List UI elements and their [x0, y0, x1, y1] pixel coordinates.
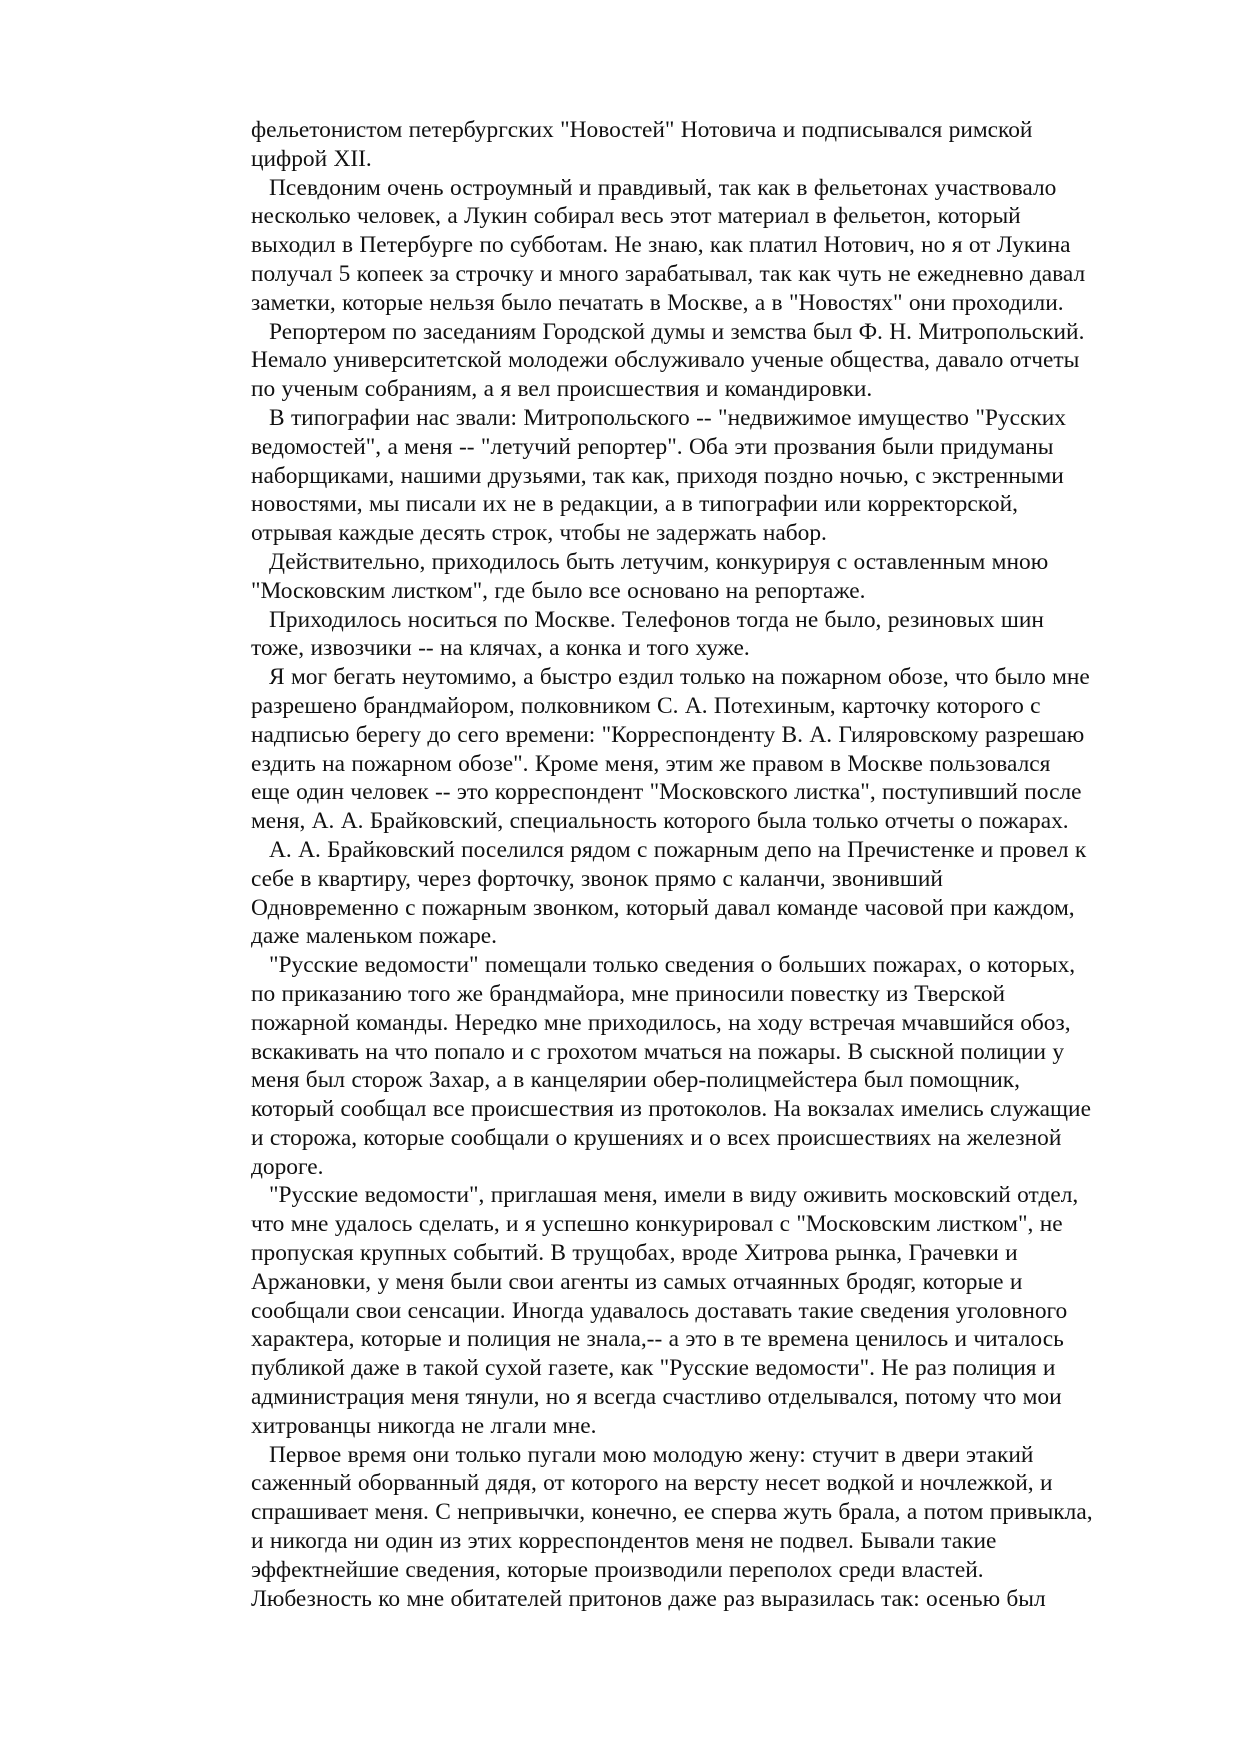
text-line: администрация меня тянули, но я всегда счастливо отделывался, потому что мои — [251, 1384, 1062, 1411]
text-line: по приказанию того же брандмайора, мне приносили повестку из Тверской — [251, 980, 1006, 1007]
text-line: фельетонистом петербургских "Новостей" Нотовича и подписывался римской — [251, 117, 1033, 143]
text-line: "Русские ведомости", приглашая меня, имели в виду оживить московский отдел, — [269, 1182, 1079, 1209]
text-line: "Русские ведомости" помещали только сведения о больших пожарах, о которых, — [269, 952, 1076, 979]
text-line: что мне удалось сделать, и я успешно конкурировал с "Московским листком", не — [251, 1211, 1063, 1238]
paragraph-8 — [251, 836, 1171, 951]
text-line: цифрой XII. — [251, 145, 372, 172]
paragraph-5 — [251, 548, 1171, 606]
text-line: меня, А. А. Брайковский, специальность которого была только отчеты о пожарах. — [251, 808, 1069, 835]
text-line: хитрованцы никогда не лгали мне. — [251, 1412, 597, 1439]
paragraph-9 — [251, 951, 1171, 1181]
text-line: себе в квартиру, через форточку, звонок прямо с каланчи, звонивший — [251, 865, 943, 892]
text-line: пропуская крупных событий. В трущобах, вроде Хитрова рынка, Грачевки и — [251, 1240, 1018, 1267]
text-line: и сторожа, которые сообщали о крушениях и о всех происшествиях на железной — [251, 1124, 1062, 1151]
text-line: Приходилось носиться по Москве. Телефонов тогда не было, резиновых шин — [269, 606, 1044, 633]
text-line: характера, которые и полиция не знала,-- а это в те времена ценилось и читалось — [251, 1326, 1064, 1353]
text-line: сообщали свои сенсации. Иногда удавалось доставать такие сведения уголовного — [251, 1297, 1068, 1324]
paragraph-11 — [251, 1441, 1171, 1614]
text-line: Первое время они только пугали мою молодую жену: стучит в двери этакий — [269, 1441, 1034, 1468]
text-line: даже маленьком пожаре. — [251, 923, 498, 950]
text-line: по ученым собраниям, а я вел происшествия и командировки. — [251, 376, 873, 403]
text-line: Аржановки, у меня были свои агенты из самых отчаянных бродяг, которые и — [251, 1268, 1023, 1295]
text-line: Псевдоним очень остроумный и правдивый, так как в фельетонах участвовало — [269, 174, 1057, 201]
text-line: А. А. Брайковский поселился рядом с пожарным депо на Пречистенке и провел к — [269, 836, 1087, 863]
text-line: пожарной команды. Нередко мне приходилось, на ходу встречая мчавшийся обоз, — [251, 1009, 1071, 1036]
text-line: надписью берегу до сего времени: "Корреспонденту В. А. Гиляровскому разрешаю — [251, 721, 1085, 748]
text-line: получал 5 копеек за строчку и много зарабатывал, так как чуть не ежедневно давал — [251, 260, 1086, 287]
text-line: Немало университетской молодежи обслуживало ученые общества, давало отчеты — [251, 347, 1080, 374]
text-line: вскакивать на что попало и с грохотом мчаться на пожары. В сыскной полиции у — [251, 1038, 1065, 1065]
text-line: наборщиками, нашими друзьями, так как, приходя поздно ночью, с экстренными — [251, 462, 1064, 489]
text-line: тоже, извозчики -- на клячах, а конка и того хуже. — [251, 635, 750, 662]
text-line: и никогда ни один из этих корреспондентов меня не подвел. Бывали такие — [251, 1528, 997, 1555]
paragraph-7 — [251, 663, 1171, 836]
text-line: "Московским листком", где было все основано на репортаже. — [251, 577, 866, 604]
text-line: меня был сторож Захар, а в канцелярии обер-полицмейстера был помощник, — [251, 1067, 1020, 1094]
text-line: ездить на пожарном обозе". Кроме меня, этим же правом в Москве пользовался — [251, 750, 1051, 777]
text-line: Любезность ко мне обитателей притонов даже раз выразилась так: осенью был — [251, 1585, 1046, 1612]
text-line: разрешено брандмайором, полковником С. А. Потехиным, карточку которого с — [251, 692, 1041, 719]
text-line: ведомостей", а меня -- "летучий репортер". Оба эти прозвания были придуманы — [251, 433, 1054, 460]
text-line: Репортером по заседаниям Городской думы и земства был Ф. Н. Митропольский. — [269, 318, 1085, 345]
text-line: выходил в Петербурге по субботам. Не знаю, как платил Нотович, но я от Лукина — [251, 232, 1071, 259]
text-line: несколько человек, а Лукин собирал весь этот материал в фельетон, который — [251, 203, 1021, 230]
paragraph-6 — [251, 606, 1171, 664]
paragraph-3 — [251, 318, 1171, 404]
text-line: Одновременно с пожарным звонком, который давал команде часовой при каждом, — [251, 894, 1075, 921]
text-line: отрывая каждые десять строк, чтобы не задержать набор. — [251, 520, 827, 547]
paragraph-1 — [251, 116, 1171, 174]
text-line: заметки, которые нельзя было печатать в Москве, а в "Новостях" они проходили. — [251, 289, 1064, 316]
text-line: который сообщал все происшествия из протоколов. На вокзалах имелись служащие — [251, 1096, 1091, 1123]
paragraph-10 — [251, 1181, 1171, 1440]
text-line: публикой даже в такой сухой газете, как "Русские ведомости". Не раз полиция и — [251, 1355, 1056, 1382]
text-line: Я мог бегать неутомимо, а быстро ездил только на пожарном обозе, что было мне — [269, 664, 1090, 691]
text-line: спрашивает меня. С непривычки, конечно, ее сперва жуть брала, а потом привыкла, — [251, 1499, 1093, 1526]
text-line: саженный оборванный дядя, от которого на версту несет водкой и ночлежкой, и — [251, 1470, 1053, 1497]
document-page — [251, 116, 1171, 1613]
paragraph-2 — [251, 174, 1171, 318]
text-line: Действительно, приходилось быть летучим, конкурируя с оставленным мною — [269, 548, 1049, 575]
paragraph-4 — [251, 404, 1171, 548]
text-line: еще один человек -- это корреспондент "Московского листка", поступивший после — [251, 779, 1082, 806]
text-line: В типографии нас звали: Митропольского -- "недвижимое имущество "Русских — [269, 404, 1066, 431]
text-line: эффектнейшие сведения, которые производили переполох среди властей. — [251, 1556, 984, 1583]
text-line: новостями, мы писали их не в редакции, а в типографии или корректорской, — [251, 491, 1018, 518]
text-line: дороге. — [251, 1153, 324, 1180]
